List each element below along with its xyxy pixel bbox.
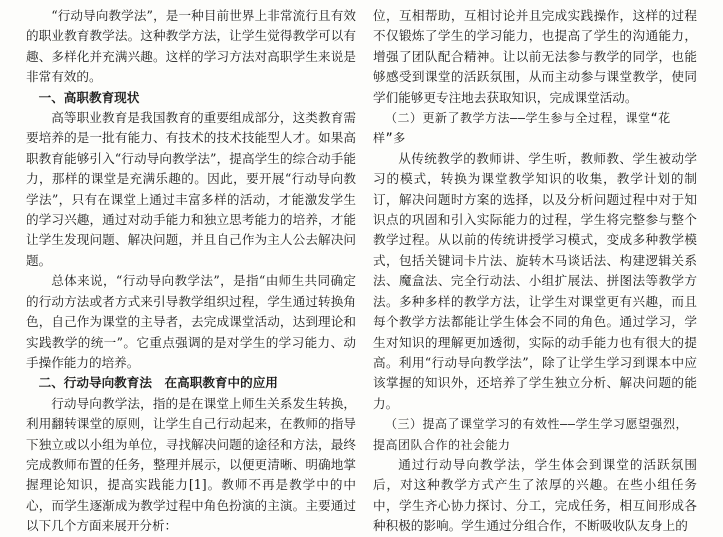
right-column	[373, 6, 697, 537]
paragraph-education-status: 高等职业教育是我国教育的重要组成部分，这类教育需要培养的是一批有能力、有技术的技术技能型人才。如果高职教育能够引入“行动导向教学法”，提高学生的综合动手能力，那样的课堂是充满乐趣的。因此，要开展“行动导向教学法”，只有在课堂上通过丰富多样的活动，才能激发学生的学习兴趣，通过对动手能力和独立思考能力的培养，才能让学生发现问题、解决问题，并且自己作为主人公去解决问题。	[26, 110, 356, 268]
intro-paragraph: “行动导向教学法”，是一种目前世界上非常流行且有效的职业教育教学法。这种教学方法，让学生觉得教学可以有趣、多样化并充满兴趣。这样的学习方法对高职学生来说是非常有效的。	[26, 8, 356, 85]
paragraph-definition: 总体来说，“行动导向教学法”，是指“由师生共同确定的行动方法或者方式来引导教学组织过程，学生通过转换角色，自己作为课堂的主导者，去完成课堂活动，达到理论和实践教学的统一”。它重点强调的是对学生的学习能力、动手操作能力的培养。	[26, 273, 356, 370]
left-column	[26, 6, 356, 537]
section-heading-1: 一、高职教育现状	[38, 89, 140, 105]
paragraph-continued: 位，互相帮助，互相讨论并且完成实践操作，这样的过程不仅锻炼了学生的学习能力，也提高了学生的沟通能力，增强了团队配合精神。让以前无法参与教学的同学，也能够感受到课堂的活跃氛围，从而主动参与课堂教学，使同学们能够更专注地去获取知识，完成课堂活动。	[373, 8, 697, 105]
paragraph-teaching-methods: 从传统教学的教师讲、学生听，教师教、学生被动学习的模式，转换为课堂教学知识的收集，教学计划的制订，解决问题时方案的选择，以及分析问题过程中对于知识点的巩固和引入实际能力的过程，学生将完整参与整个教学过程。从以前的传统讲授学习模式，变成多种教学模式，包括关键词卡片法、旋转木马谈话法、构建逻辑关系法、魔盒法、完全行动法、小组扩展法、拼图法等教学方法。多种多样的教学方法，让学生对课堂更有兴趣，而且每个教学方法都能让学生体会不同的角色。通过学习，学生对知识的理解更加透彻，实际的动手能力也有很大的提高。利用“行动导向教学法”，除了让学生学习到课本中应该掌握的知识外，还培养了学生独立分析、解决问题的能力。	[373, 150, 697, 411]
paragraph-application: 行动导向教学法，指的是在课堂上师生关系发生转换，利用翻转课堂的原则，让学生自己行动起来，在教师的指导下独立或以小组为单位，寻找解决问题的途径和方法，最终完成教师布置的任务，整理并展示，以便更清晰、明确地掌握理论知识，提高实践能力[1]。教师不再是教学中的中心，而学生逐渐成为教学过程中角色扮演的主演。主要通过以下几个方面来展开分析：	[26, 395, 356, 534]
subsection-heading-2: （二）更新了教学方法——学生参与全过程，课堂“花样”多	[373, 111, 671, 146]
subsection-heading-3: （三）提高了课堂学习的有效性——学生学习愿望强烈，提高团队合作的社会能力	[373, 417, 688, 452]
section-heading-2: 二、行动导向教育法 在高职教育中的应用	[38, 375, 278, 391]
paragraph-effectiveness: 通过行动导向教学法，学生体会到课堂的活跃氛围后，对这种教学方式产生了浓厚的兴趣。在些小组任务中，学生齐心协力探讨、分工，完成任务，相互间形成各种积极的影响。学生通过分组合作，不断吸收队友身上的	[373, 456, 697, 534]
